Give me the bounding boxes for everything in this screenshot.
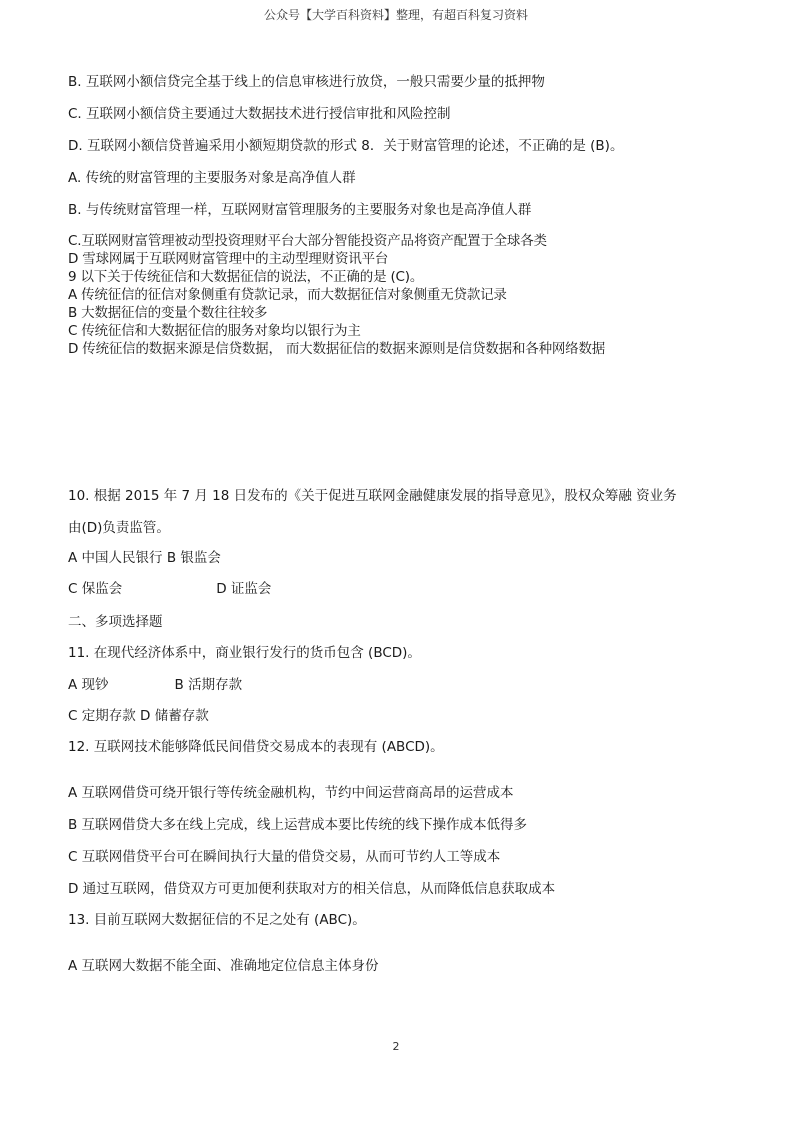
question-line: 由(D)负责监管。 [68, 520, 170, 536]
option-line: A 互联网大数据不能全面、准确地定位信息主体身份 [68, 958, 379, 974]
question-line: 9 以下关于传统征信和大数据征信的说法，不正确的是 (C)。 [68, 269, 424, 285]
section-heading: 二、多项选择题 [68, 614, 163, 630]
page-number: 2 [392, 1040, 400, 1053]
option-line [68, 677, 242, 693]
option-line: D 传统征信的数据来源是信贷数据， 而大数据征信的数据来源则是信贷数据和各种网络数据 [68, 341, 606, 357]
option-line: D. 互联网小额信贷普遍采用小额短期贷款的形式 8．关于财富管理的论述，不正确的是 (B)。 [68, 138, 624, 154]
option-line: A. 传统的财富管理的主要服务对象是高净值人群 [68, 170, 356, 186]
question-line: 11. 在现代经济体系中，商业银行发行的货币包含 (BCD)。 [68, 645, 421, 661]
option-a: A 现钞 [68, 677, 109, 693]
option-line: B. 与传统财富管理一样，互联网财富管理服务的主要服务对象也是高净值人群 [68, 202, 532, 218]
option-b: B 活期存款 [174, 677, 243, 693]
option-c: C 保监会 [68, 581, 123, 597]
option-line: C.互联网财富管理被动型投资理财平台大部分智能投资产品将资产配置于全球各类 [68, 233, 547, 249]
option-line: B 大数据征信的变量个数往往较多 [68, 305, 268, 321]
option-line: C 互联网借贷平台可在瞬间执行大量的借贷交易，从而可节约人工等成本 [68, 849, 501, 865]
question-line: 10. 根据 2015 年 7 月 18 日发布的《关于促进互联网金融健康发展的指导意见》，股权众筹融 资业务 [68, 488, 677, 504]
option-line: D 通过互联网，借贷双方可更加便利获取对方的相关信息，从而降低信息获取成本 [68, 881, 556, 897]
option-d: D 证监会 [216, 581, 272, 597]
option-line: D 雪球网属于互联网财富管理中的主动型理财资讯平台 [68, 251, 389, 267]
option-line: C 定期存款 D 储蓄存款 [68, 708, 209, 724]
option-line: C 传统征信和大数据征信的服务对象均以银行为主 [68, 323, 361, 339]
option-line: B 互联网借贷大多在线上完成，线上运营成本要比传统的线下操作成本低得多 [68, 817, 528, 833]
option-line: A 中国人民银行 B 银监会 [68, 550, 221, 566]
option-line: B. 互联网小额信贷完全基于线上的信息审核进行放贷，一般只需要少量的抵押物 [68, 74, 545, 90]
question-line: 13. 目前互联网大数据征信的不足之处有 (ABC)。 [68, 912, 366, 928]
page-header: 公众号【大学百科资料】整理，有超百科复习资料 [263, 8, 528, 22]
option-line: A 传统征信的征信对象侧重有贷款记录，而大数据征信对象侧重无贷款记录 [68, 287, 507, 303]
question-line: 12. 互联网技术能够降低民间借贷交易成本的表现有 (ABCD)。 [68, 739, 444, 755]
option-line: C. 互联网小额信贷主要通过大数据技术进行授信审批和风险控制 [68, 106, 451, 122]
option-line [68, 581, 271, 597]
option-line: A 互联网借贷可绕开银行等传统金融机构，节约中间运营商高昂的运营成本 [68, 785, 514, 801]
